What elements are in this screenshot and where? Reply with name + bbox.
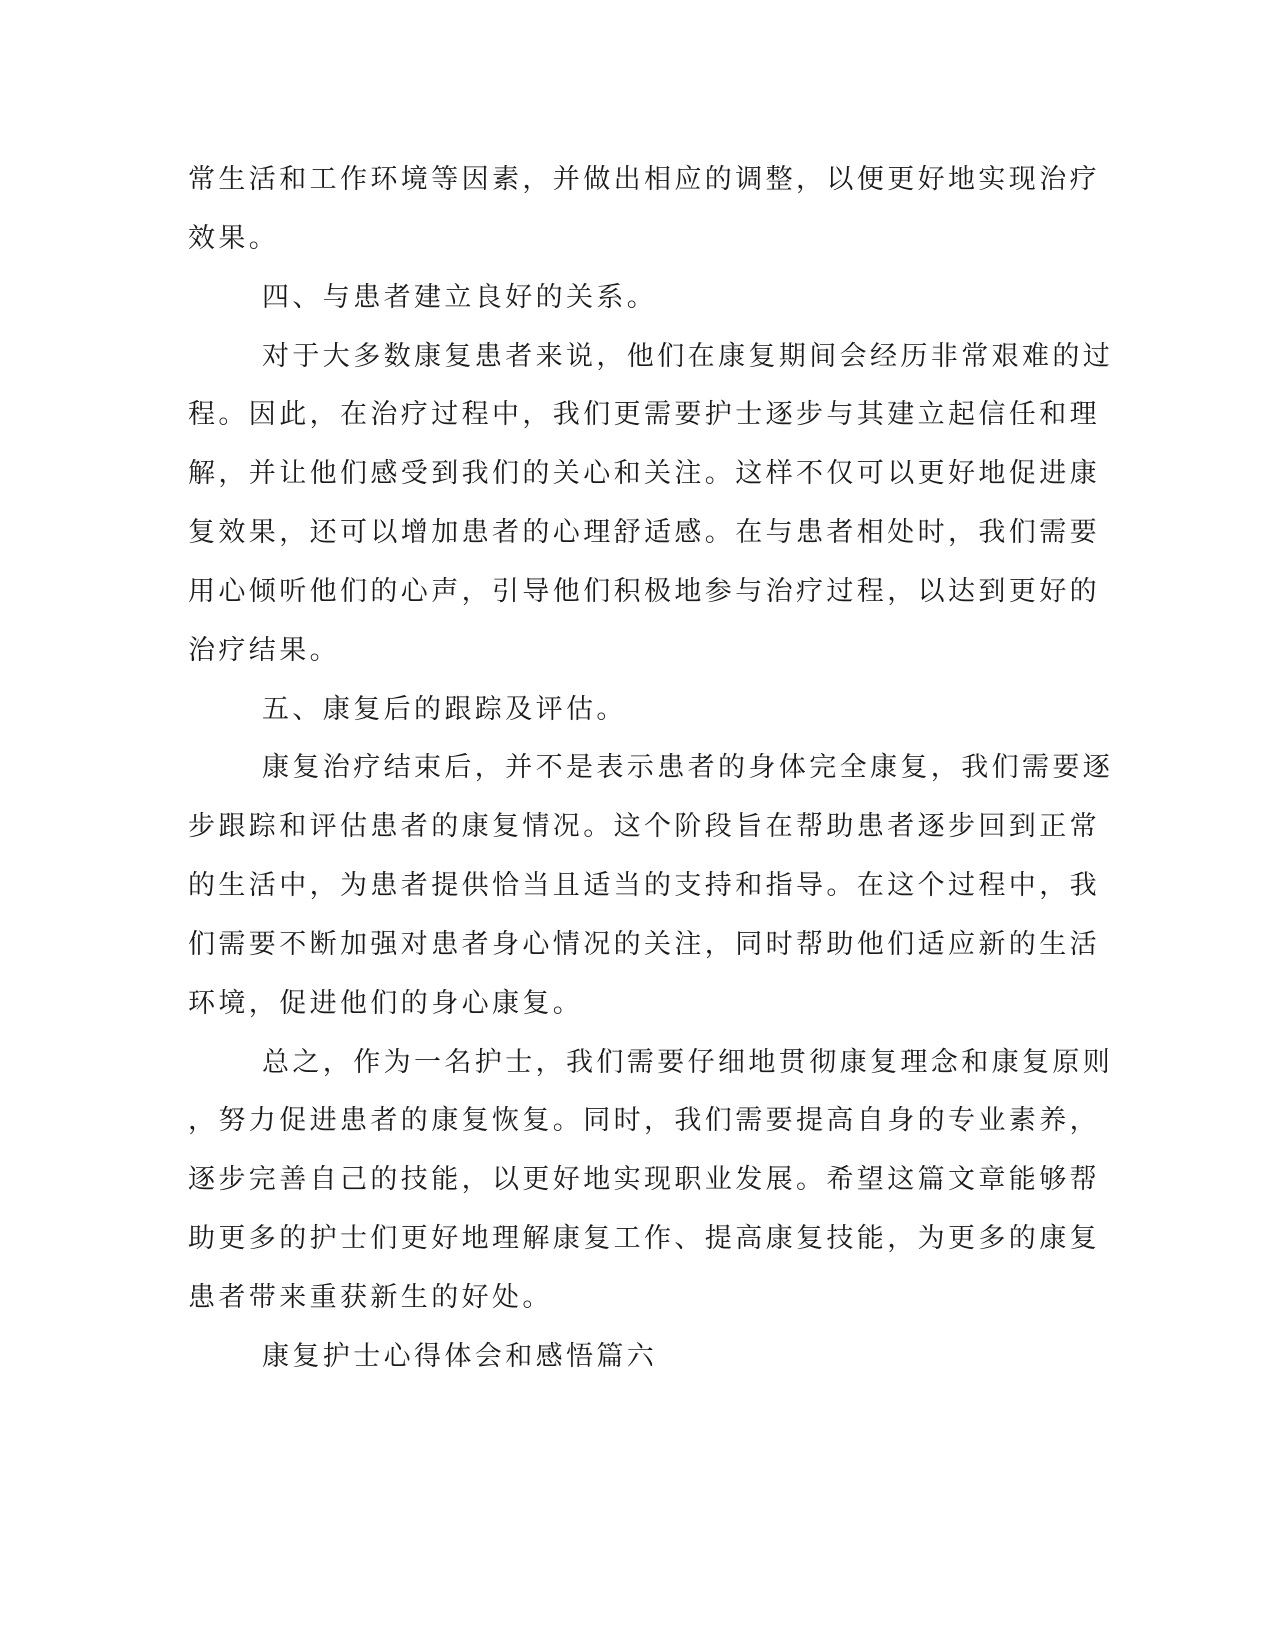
body-text-line: 们需要不断加强对患者身心情况的关注，同时帮助他们适应新的生活: [188, 929, 1100, 960]
body-text-line: 用心倾听他们的心声，引导他们积极地参与治疗过程，以达到更好的: [188, 576, 1100, 607]
body-text-line: 解，并让他们感受到我们的关心和关注。这样不仅可以更好地促进康: [188, 458, 1100, 489]
section-title: 康复护士心得体会和感悟篇六: [262, 1341, 658, 1372]
body-text-line: 效果。: [188, 223, 280, 254]
body-text-line: 复效果，还可以增加患者的心理舒适感。在与患者相处时，我们需要: [188, 517, 1100, 548]
body-text-line: 康复治疗结束后，并不是表示患者的身体完全康复，我们需要逐: [262, 752, 1114, 783]
body-text-line: 常生活和工作环境等因素，并做出相应的调整，以便更好地实现治疗: [188, 164, 1100, 195]
body-text-line: ，努力促进患者的康复恢复。同时，我们需要提高自身的专业素养，: [188, 1105, 1100, 1136]
body-text-line: 程。因此，在治疗过程中，我们更需要护士逐步与其建立起信任和理: [188, 399, 1100, 430]
body-text-line: 助更多的护士们更好地理解康复工作、提高康复技能，为更多的康复: [188, 1223, 1100, 1254]
body-text-line: 步跟踪和评估患者的康复情况。这个阶段旨在帮助患者逐步回到正常: [188, 811, 1100, 842]
section-heading: 四、与患者建立良好的关系。: [262, 282, 658, 313]
section-heading: 五、康复后的跟踪及评估。: [262, 694, 627, 725]
body-text-line: 的生活中，为患者提供恰当且适当的支持和指导。在这个过程中，我: [188, 870, 1100, 901]
body-text-line: 环境，促进他们的身心康复。: [188, 988, 584, 1019]
body-text-line: 逐步完善自己的技能，以更好地实现职业发展。希望这篇文章能够帮: [188, 1164, 1100, 1195]
body-text-line: 总之，作为一名护士，我们需要仔细地贯彻康复理念和康复原则: [262, 1047, 1114, 1078]
body-text-line: 对于大多数康复患者来说，他们在康复期间会经历非常艰难的过: [262, 341, 1114, 372]
body-text-line: 治疗结果。: [188, 635, 340, 666]
body-text-line: 患者带来重获新生的好处。: [188, 1282, 553, 1313]
